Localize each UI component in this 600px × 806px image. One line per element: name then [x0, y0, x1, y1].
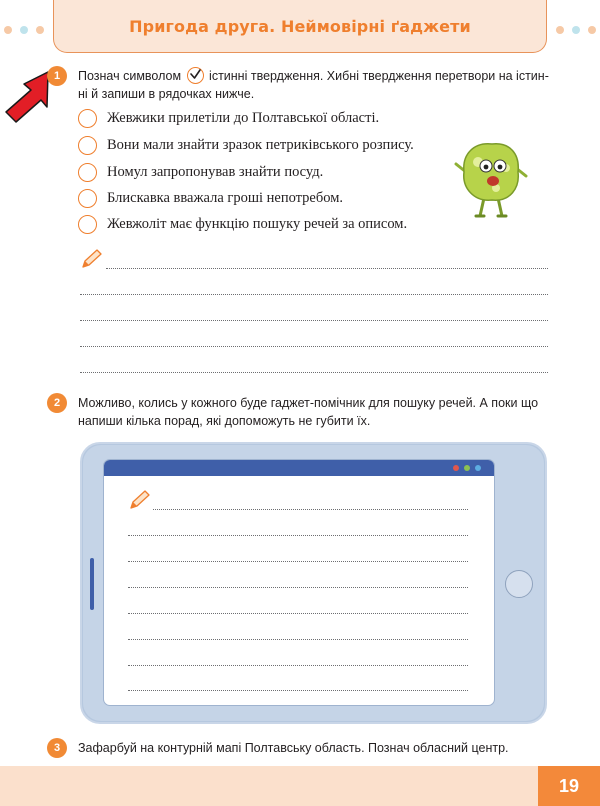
window-dot-blue	[475, 465, 481, 471]
task-1-number: 1	[47, 66, 67, 86]
page-number: 19	[538, 766, 600, 806]
statement-checkbox[interactable]	[78, 136, 97, 155]
tablet-answer-line[interactable]	[128, 613, 468, 614]
tablet-answer-line[interactable]	[153, 509, 468, 510]
task-3-number: 3	[47, 738, 67, 758]
answer-line[interactable]	[106, 268, 548, 269]
statement-checkbox[interactable]	[78, 189, 97, 208]
tablet-answer-line[interactable]	[128, 535, 468, 536]
task-1-text-line2: ні й запиши в рядочках нижче.	[78, 87, 255, 101]
task-1-text-after: істинні твердження. Хибні твердження перетвори на істин-	[209, 69, 549, 83]
tablet-side-slot	[90, 558, 94, 610]
task-2-line2: напиши кілька порад, які допоможуть не губити їх.	[78, 414, 371, 428]
task-1-instruction	[78, 67, 558, 103]
tablet-answer-line[interactable]	[128, 587, 468, 588]
answer-line[interactable]	[80, 346, 548, 347]
pencil-icon	[128, 489, 152, 511]
statement-text: Жевжоліт має функцію пошуку речей за описом.	[107, 216, 408, 232]
tablet-home-button	[505, 570, 533, 598]
statement-checkbox[interactable]	[78, 109, 97, 128]
green-monster-illustration	[452, 138, 530, 220]
task-2-line1: Можливо, колись у кожного буде гаджет-помічник для пошуку речей. А поки що	[78, 396, 539, 410]
answer-line[interactable]	[80, 320, 548, 321]
red-arrow-icon	[2, 70, 52, 132]
statement-text: Номул запропонував знайти посуд.	[107, 164, 324, 180]
tablet-answer-line[interactable]	[128, 665, 468, 666]
tablet-screen	[103, 459, 495, 706]
tablet-title-bar	[104, 460, 494, 476]
footer-bar	[0, 766, 538, 806]
check-symbol-icon	[187, 67, 204, 84]
answer-line[interactable]	[80, 372, 548, 373]
header-tab	[53, 0, 547, 53]
statement-checkbox[interactable]	[78, 163, 97, 182]
window-dot-green	[464, 465, 470, 471]
task-2-instruction	[78, 394, 558, 430]
answer-line[interactable]	[80, 294, 548, 295]
tablet-answer-line[interactable]	[128, 639, 468, 640]
task-1-text-before: Познач символом	[78, 69, 182, 83]
tablet-answer-line[interactable]	[128, 690, 468, 691]
decor-dots-right	[552, 26, 600, 34]
statement-text: Блискавка вважала гроші непотребом.	[107, 190, 344, 206]
task-2-number: 2	[47, 393, 67, 413]
statement-text: Жевжики прилетіли до Полтавської області.	[107, 110, 380, 126]
tablet-answer-line[interactable]	[128, 561, 468, 562]
page-title: Пригода друга. Неймовірні ґаджети	[129, 17, 471, 36]
statement-text: Вони мали знайти зразок петриківського розпису.	[107, 137, 414, 153]
decor-dots-left	[0, 26, 50, 34]
window-dot-red	[453, 465, 459, 471]
pencil-icon	[80, 248, 104, 270]
statement-checkbox[interactable]	[78, 215, 97, 234]
task-3-instruction: Зафарбуй на контурній мапі Полтавську область. Познач обласний центр.	[78, 741, 509, 755]
